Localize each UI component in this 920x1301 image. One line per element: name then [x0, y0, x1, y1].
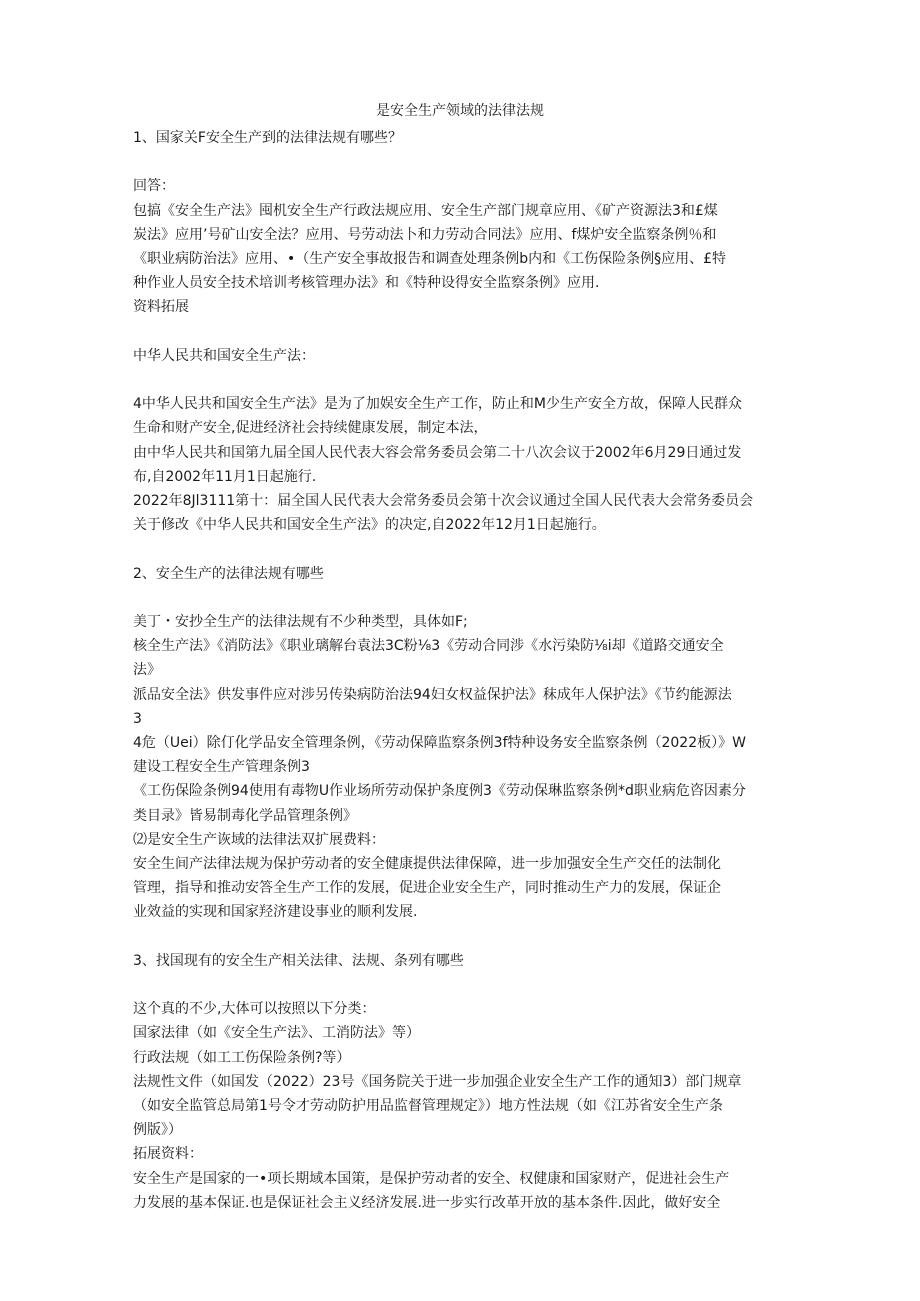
- text-line: 种作业人员安全技术培训考核管理办法》和《特种设得安全监察条例》应用.: [133, 275, 600, 292]
- text-line: 包搞《安全生产法》囤机安全生产行政法规应用、安全生产部门规章应用、《矿产资源法3和£煤: [133, 202, 718, 219]
- text-line: 美丁・安抄全生产的法律法规有不少种类型，具体如F;: [133, 613, 468, 630]
- text-line: 2、安全生产的法律法规有哪些: [133, 565, 324, 582]
- text-line: 业效益的实现和国家羟济建设事业的顺利发展.: [133, 904, 418, 921]
- text-line: 关于修改《中华人民共和国安全生产法》的决定,自2022年12月1日起施行。: [133, 517, 606, 534]
- text-line: 派品安全法》供发事件应对涉另传染病防治法94妇女权益保护法》秣成年人保护法》《节约能源法: [133, 686, 732, 703]
- text-line: 2022年8Jl3111第十：届全国人民代表大会常务委员会第十次会议通过全国人民代表大会常务委员会: [133, 493, 754, 509]
- text-line: 安全生间产法律法规为保护劳动者的安全健康提供法律保障，进一步加强安全生产交任的法制化: [133, 856, 721, 873]
- text-line: 力发展的基本保证.也是保证社会主义经济发展.进一步实行改革开放的基本条件.因此，做好安全: [133, 1194, 721, 1211]
- text-line: 资料拓展: [133, 299, 189, 316]
- text-line: ⑵是安全生产诙域的法律法双扩展费料：: [133, 831, 385, 848]
- text-line: 《职业病防治法》应用、•（生产安全事故报告和调查处理条例b内和《工伤保险条例§应用、£特: [133, 251, 727, 267]
- text-line: 3: [133, 710, 142, 727]
- text-line: 管理，指导和推动安答全生产工作的发展，促进企业安全生产，同时推动生产力的发展，保证企: [133, 880, 721, 897]
- text-line: 国家法律（如《安全生产法》、工消防法》等）: [133, 1025, 420, 1042]
- text-line: 《工伤保险条例94使用有毒物U作业场所劳动保护条度例3《劳动保琳监察条例*d职业病危咨因素分: [133, 783, 746, 800]
- text-line: 行政法规（如工工伤保险条例?等）: [133, 1049, 351, 1066]
- text-line: 中华人民共和国安全生产法：: [133, 347, 315, 364]
- text-line: （如安全监管总局第1号令才劳动防护用品监督管理规定》）地方性法规（如《江苏省安全生产条: [133, 1098, 723, 1115]
- text-line: 回答：: [133, 178, 175, 195]
- document-body: [133, 126, 805, 1215]
- text-line: 安全生产是国家的一•项长期域本国策，是保护劳动者的安全、权健康和国家财产，促进社会生产: [133, 1170, 730, 1187]
- text-line: 例版》）: [133, 1122, 182, 1139]
- document-title: 是安全生产领域的法律法规: [376, 103, 544, 119]
- text-line: 生命和财产安全,促进经济社会持续健康发展，制定本法，: [133, 420, 488, 437]
- text-line: 核全生产法》《消防法》《职业璃解台袁法3C粉⅛3《劳动合同涉《水污染防⅛i却《道路交通安全: [133, 638, 724, 655]
- text-line: 拓展资料：: [133, 1146, 203, 1163]
- text-line: 由中华人民共和国第九届全国人民代表大容会常务委员会第二十八次会议于2002年6月29日通过发: [133, 444, 742, 461]
- text-line: 法规性文件（如国发（2022）23号《国务院关于进一步加强企业安全生产工作的通知3）部门规章: [133, 1073, 742, 1090]
- text-line: 4中华人民共和国安全生产法》是为了加娱安全生产工作，防止和M少生产安全方故，保障人民群众: [133, 396, 742, 413]
- text-line: 4危（Uei）除仃化学品安全管理条例，《劳动保障监察条例3f特种设务安全监察条例（2022板）》W: [133, 735, 746, 751]
- text-line: 这个真的不少,大体可以按照以下分类：: [133, 1001, 376, 1018]
- text-line: 布,自2002年11月1日起施行.: [133, 468, 317, 485]
- text-line: 类目录》皆易制毒化学品管理条例》: [133, 807, 357, 824]
- text-line: 炭法》应用’号矿山安全法？应用、号劳动法卜和力劳动合同法》应用、f煤炉安全监察条例％和: [133, 226, 717, 243]
- text-line: 法》: [133, 662, 161, 679]
- text-line: 建设工程安全生产管理条例3: [133, 759, 310, 776]
- text-line: 3、找国现有的安全生产相关法律、法规、条列有哪些: [133, 952, 464, 969]
- text-line: 1、国家关F安全生产到的法律法规有哪些？: [133, 130, 402, 146]
